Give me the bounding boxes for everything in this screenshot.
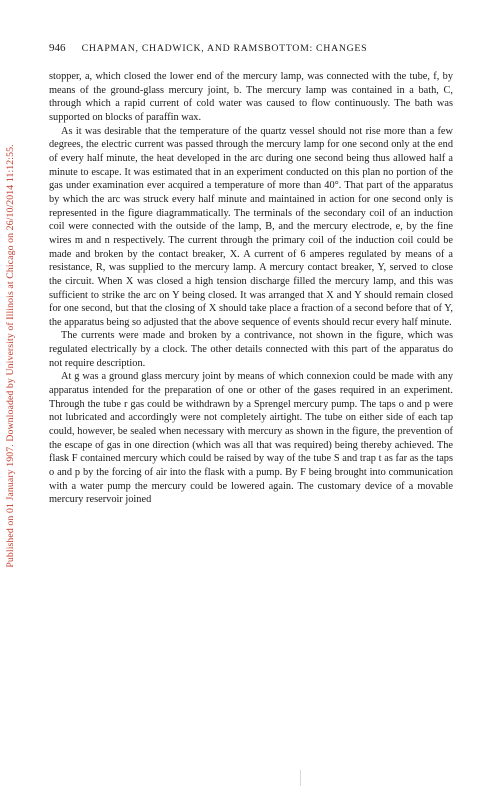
running-head: CHAPMAN, CHADWICK, AND RAMSBOTTOM: CHANGES [81,43,368,54]
download-notice [2,36,20,676]
scan-edge-mark [300,770,301,786]
paragraph-2: As it was desirable that the temperature of the quartz vessel should not rise more than a few degrees, the electric current was passed through the mercury lamp for one second only at the end of every half minute, the heat developed in the arc during one second being thus allowed half a minute to escape. It was estimated that in an experiment conducted on this plan no portion of the gas under examination ever acquired a temperature of more than 40°. That part of the apparatus by which the arc was struck every half minute and maintained in action for one second only is represented in the figure diagrammatically. The terminals of the secondary coil of an induction coil were connected with the outside of the lamp, B, and the mercury electrode, e, by the fine wires m and n respectively. The current through the primary coil of the induction coil could be made and broken by the contact breaker, X. A current of 6 amperes regulated by means of a resistance, R, was supplied to the mercury lamp. A mercury contact breaker, Y, served to close the circuit. When X was closed a high tension discharge filled the mercury lamp, and this was sufficient to strike the arc on Y being closed. It was arranged that X and Y should remain closed for one second, but that the closing of X should take place a fraction of a second before that of Y, the apparatus being so adjusted that the above sequence of events should recur every half minute. [49,125,453,328]
paragraph-3: The currents were made and broken by a contrivance, not shown in the figure, which was regulated electrically by a clock. The other details connected with this part of the apparatus do not require description. [49,330,453,369]
paragraph-1: stopper, a, which closed the lower end of the mercury lamp, was connected with the tube, f, by means of the ground-glass mercury joint, b. The mercury lamp was contained in a bath, C, through which a rapid current of cold water was caused to flow continuously. The bath was supported on blocks of paraffin wax. [49,71,453,123]
page-number: 946 [49,42,66,54]
download-notice-text: Published on 01 January 1907. Downloaded by University of Illinois at Chicago on 26/10/2014 11:12:55. [5,144,16,568]
article-body [49,70,453,507]
page-header [49,40,449,56]
paragraph-4: At g was a ground glass mercury joint by means of which connexion could be made with any apparatus intended for the preparation of one or other of the gases required in an experiment. Through the tube r gas could be withdrawn by a Sprengel mercury pump. The taps o and p were not lubricated and accordingly were not completely airtight. The tube on either side of each tap could, however, be sealed when necessary with mercury as shown in the figure, the prevention of the escape of gas in one direction (which was all that was required) being thereby achieved. The flask F contained mercury which could be raised by way of the tube S and trap t as far as the taps o and p by the forcing of air into the flask with a pump. By F being brought into communication with a water pump the mercury could be lowered again. The customary device of a movable mercury reservoir joined [49,371,453,506]
